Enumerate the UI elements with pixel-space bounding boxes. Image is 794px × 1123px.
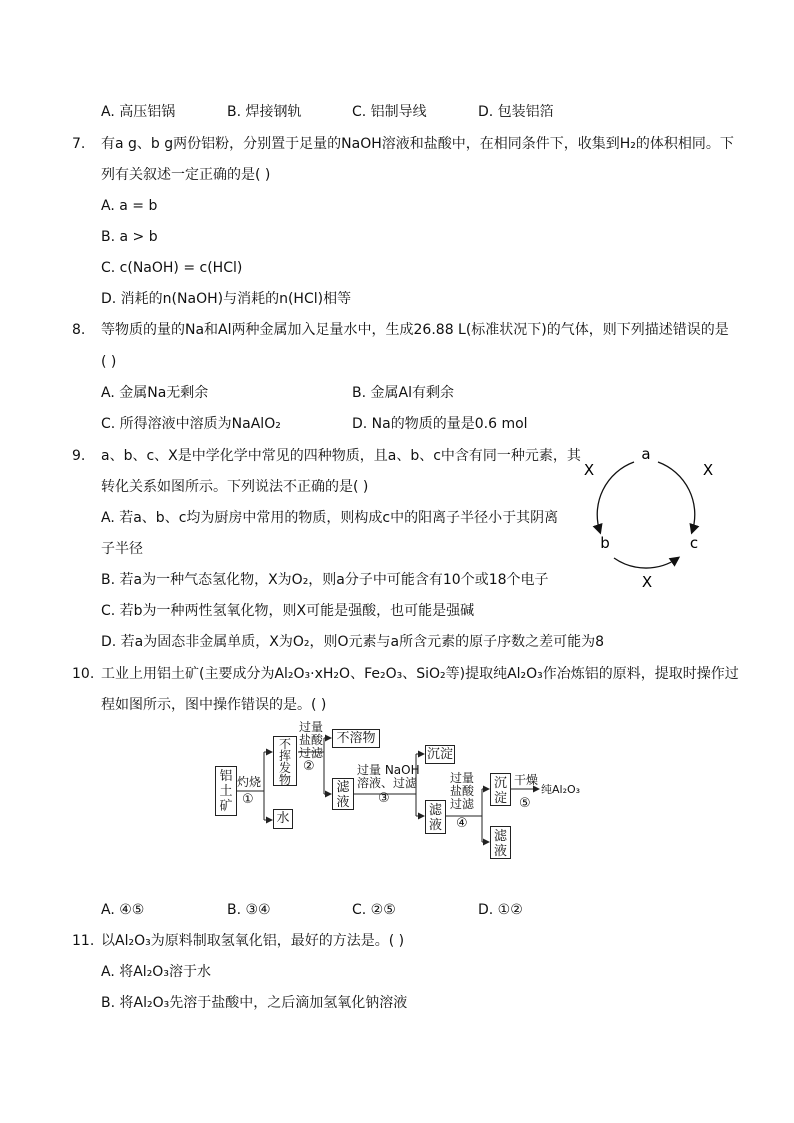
- bauxite-label: 铝土矿: [219, 769, 233, 814]
- q11-stem: 以Al₂O₃为原料制取氢氧化铝，最好的方法是。( ): [101, 933, 405, 949]
- q10-stem-line2: 程如图所示，图中操作错误的是。( ): [101, 697, 327, 713]
- q6-option-c: C. 铝制导线: [352, 104, 427, 120]
- step3-label-2: 溶液、过滤: [357, 776, 418, 790]
- label-x-left: X: [583, 461, 595, 479]
- filtrate-1-label: 滤液: [336, 780, 350, 810]
- precipitate-1-label: 沉淀: [426, 747, 453, 762]
- filtrate-3-label: 滤液: [494, 829, 508, 859]
- q8-option-a: A. 金属Na无剩余: [101, 385, 209, 401]
- box-bauxite: [215, 766, 237, 816]
- label-x-right: X: [702, 461, 714, 479]
- q10-option-a: A. ④⑤: [101, 902, 145, 918]
- box-precipitate-1: [425, 745, 455, 764]
- step3-circle: ③: [378, 791, 390, 806]
- insoluble-label: 不溶物: [336, 731, 376, 746]
- box-precipitate-2: [490, 773, 511, 806]
- nonvolatile-label: 不挥发物: [278, 737, 291, 787]
- q8-stem-line2: ( ): [101, 354, 117, 370]
- step5-label: 干燥: [514, 773, 539, 787]
- product-label: 纯Al₂O₃: [541, 783, 581, 796]
- step4-label-2: 盐酸: [450, 784, 475, 798]
- step3-label-1: 过量 NaOH: [357, 763, 420, 777]
- q9-number: 9.: [72, 448, 86, 464]
- node-b: b: [600, 534, 610, 552]
- q9-option-c: C. 若b为一种两性氢氧化物，则X可能是强酸，也可能是强碱: [101, 603, 475, 619]
- q7-stem-line2: 列有关叙述一定正确的是( ): [101, 167, 271, 183]
- q8-number: 8.: [72, 322, 86, 338]
- q7-option-d: D. 消耗的n(NaOH)与消耗的n(HCl)相等: [101, 291, 352, 307]
- box-water: [273, 809, 293, 829]
- step2-label-1: 过量: [299, 720, 324, 734]
- q8-option-c: C. 所得溶液中溶质为NaAlO₂: [101, 416, 281, 432]
- q10-number: 10.: [72, 666, 95, 682]
- q9-option-d: D. 若a为固态非金属单质，X为O₂，则O元素与a所含元素的原子序数之差可能为8: [101, 634, 604, 650]
- flow-connectors: [212, 718, 592, 863]
- filtrate-2-label: 滤液: [429, 803, 443, 833]
- q9-stem-line1: a、b、c、X是中学化学中常见的四种物质，且a、b、c中含有同一种元素，其: [101, 448, 581, 464]
- arrow-a-to-c: [658, 462, 695, 532]
- q11-option-b: B. 将Al₂O₃先溶于盐酸中，之后滴加氢氧化钠溶液: [101, 995, 408, 1011]
- q6-option-a: A. 高压铝锅: [101, 104, 176, 120]
- step4-label-1: 过量: [450, 771, 475, 785]
- q7-stem-line1: 有a g、b g两份铝粉，分别置于足量的NaOH溶液和盐酸中，在相同条件下，收集到H₂的体积相同。下: [101, 136, 734, 152]
- q10-option-b: B. ③④: [227, 902, 271, 918]
- step4-circle: ④: [456, 816, 468, 831]
- step5-circle: ⑤: [519, 796, 531, 811]
- step4-label-3: 过滤: [450, 797, 475, 811]
- q10-option-c: C. ②⑤: [352, 902, 396, 918]
- q7-option-b: B. a > b: [101, 229, 158, 245]
- arrow-b-to-c: [614, 558, 678, 568]
- q7-option-c: C. c(NaOH) = c(HCl): [101, 260, 243, 276]
- q10-stem-line1: 工业上用铝土矿(主要成分为Al₂O₃·xH₂O、Fe₂O₃、SiO₂等)提取纯Al₂O₃作冶炼铝的原料，提取时操作过: [101, 666, 739, 682]
- q7-number: 7.: [72, 136, 86, 152]
- node-c: c: [689, 534, 699, 552]
- box-filtrate-2: [425, 800, 446, 834]
- q8-stem-line1: 等物质的量的Na和Al两种金属加入足量水中，生成26.88 L(标准状况下)的气体，则下列描述错误的是: [101, 322, 729, 338]
- box-filtrate-1: [332, 778, 354, 810]
- q10-option-d: D. ①②: [478, 902, 523, 918]
- water-label: 水: [276, 811, 290, 826]
- node-a: a: [641, 445, 651, 463]
- arrow-a-to-b: [597, 462, 634, 532]
- box-insoluble: [332, 729, 380, 748]
- q9-option-a-line1: A. 若a、b、c均为厨房中常用的物质，则构成c中的阳离子半径小于其阴离: [101, 510, 559, 526]
- q9-stem-line2: 转化关系如图所示。下列说法不正确的是( ): [101, 479, 369, 495]
- step2-label-2: 盐酸: [299, 733, 324, 747]
- q6-option-b: B. 焊接钢轨: [227, 104, 302, 120]
- q11-option-a: A. 将Al₂O₃溶于水: [101, 964, 211, 980]
- q9-option-a-line2: 子半径: [101, 541, 143, 557]
- q11-number: 11.: [72, 933, 95, 949]
- step2-label-3: 过滤: [299, 746, 324, 760]
- step2-circle: ②: [303, 759, 315, 774]
- box-filtrate-3: [490, 826, 511, 859]
- q7-option-a: A. a = b: [101, 198, 158, 214]
- step1-circle: ①: [242, 792, 254, 807]
- label-x-bottom: X: [641, 573, 653, 591]
- q6-option-d: D. 包装铝箔: [478, 104, 554, 120]
- q8-option-d: D. Na的物质的量是0.6 mol: [352, 416, 528, 432]
- q9-cycle-diagram: [570, 440, 730, 600]
- q9-option-b: B. 若a为一种气态氢化物，X为O₂，则a分子中可能含有10个或18个电子: [101, 572, 549, 588]
- q10-flow-diagram: [212, 718, 592, 863]
- precipitate-2-label: 沉淀: [494, 776, 508, 806]
- step1-label: 灼烧: [237, 775, 262, 789]
- box-nonvolatile: [273, 736, 297, 786]
- q8-option-b: B. 金属Al有剩余: [352, 385, 454, 401]
